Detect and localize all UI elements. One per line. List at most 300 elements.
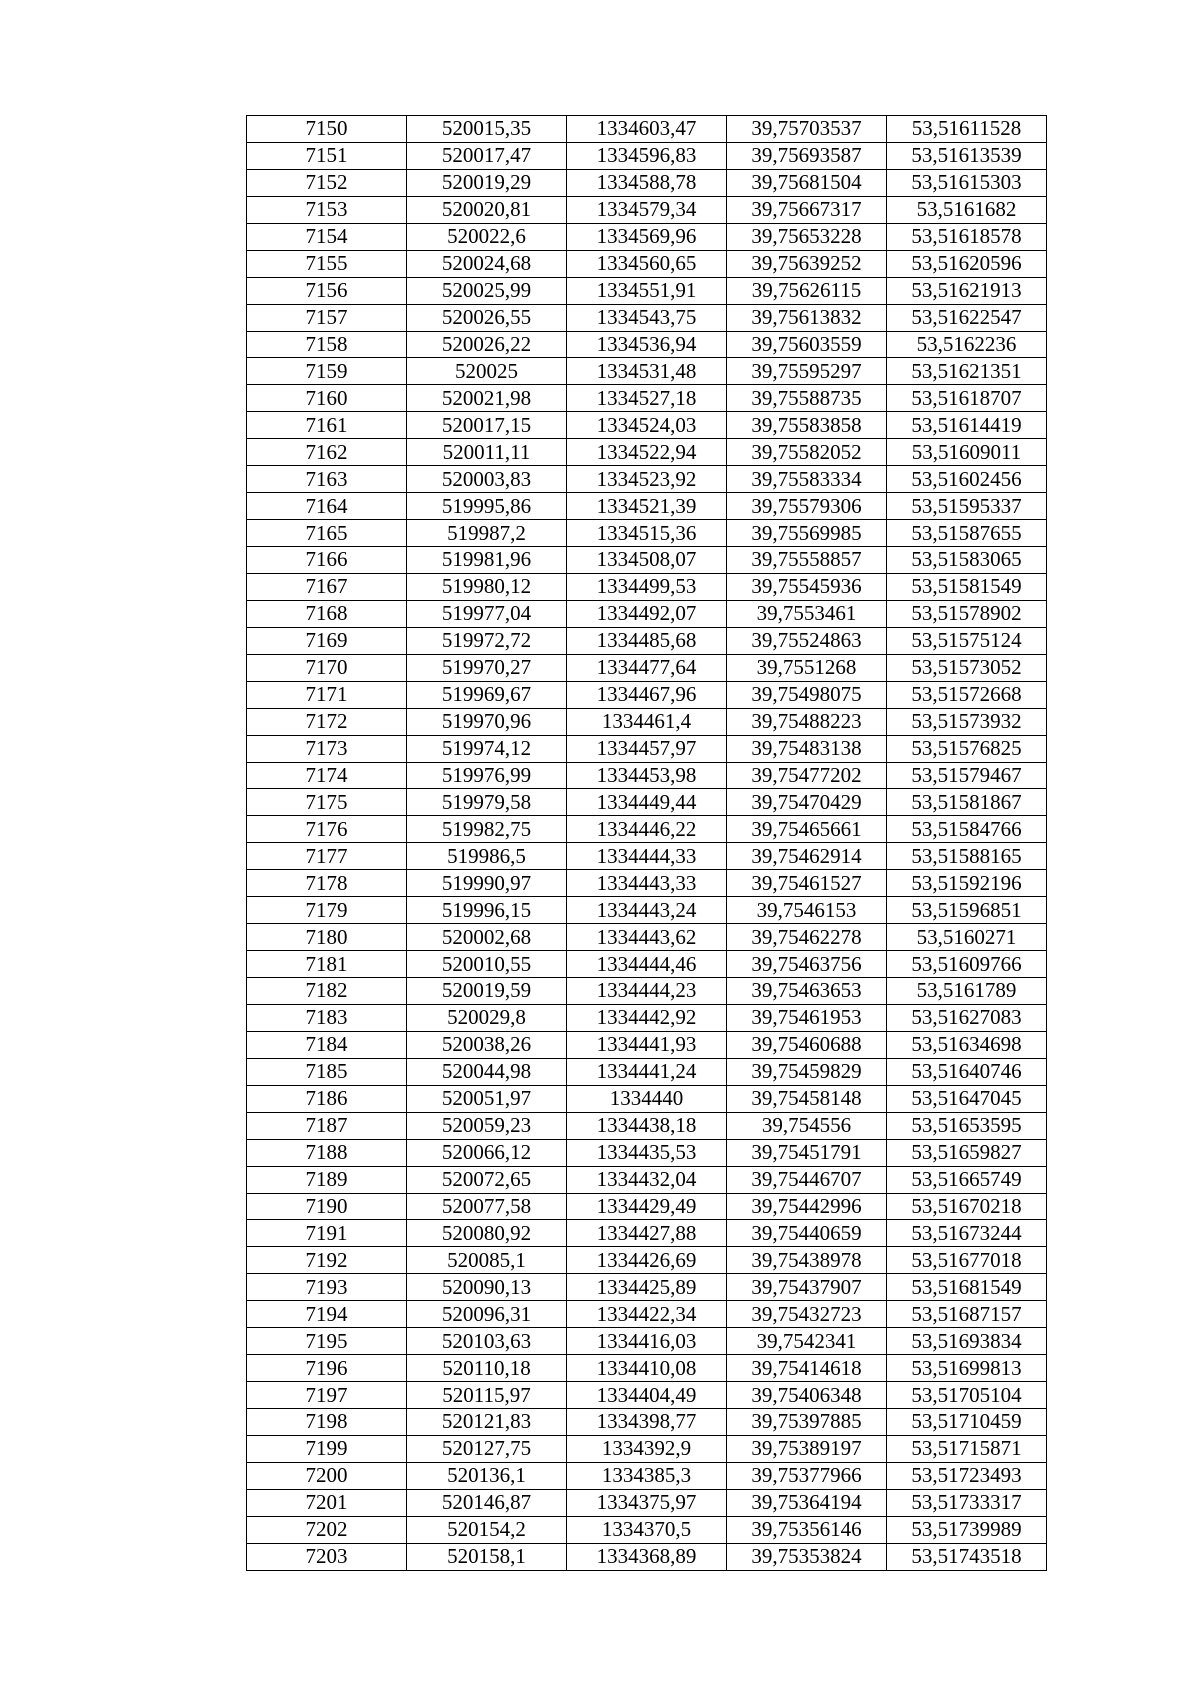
y-coordinate-cell: 1334596,83 — [567, 142, 727, 169]
longitude-cell: 39,75653228 — [727, 223, 887, 250]
y-coordinate-cell: 1334427,88 — [567, 1220, 727, 1247]
point-number-cell: 7161 — [247, 412, 407, 439]
longitude-cell: 39,75569985 — [727, 520, 887, 547]
coordinates-table — [246, 115, 1047, 1571]
point-number-cell: 7157 — [247, 304, 407, 331]
latitude-cell: 53,51613539 — [887, 142, 1047, 169]
y-coordinate-cell: 1334404,49 — [567, 1382, 727, 1409]
longitude-cell: 39,75437907 — [727, 1274, 887, 1301]
point-number-cell: 7171 — [247, 681, 407, 708]
point-number-cell: 7150 — [247, 116, 407, 143]
latitude-cell: 53,5160271 — [887, 924, 1047, 951]
x-coordinate-cell: 520025 — [407, 358, 567, 385]
latitude-cell: 53,51733317 — [887, 1489, 1047, 1516]
x-coordinate-cell: 519987,2 — [407, 520, 567, 547]
x-coordinate-cell: 520003,83 — [407, 466, 567, 493]
longitude-cell: 39,7551268 — [727, 654, 887, 681]
longitude-cell: 39,75498075 — [727, 681, 887, 708]
latitude-cell: 53,5161682 — [887, 196, 1047, 223]
longitude-cell: 39,7553461 — [727, 600, 887, 627]
y-coordinate-cell: 1334444,33 — [567, 843, 727, 870]
latitude-cell: 53,51687157 — [887, 1301, 1047, 1328]
y-coordinate-cell: 1334392,9 — [567, 1435, 727, 1462]
latitude-cell: 53,51620596 — [887, 250, 1047, 277]
y-coordinate-cell: 1334422,34 — [567, 1301, 727, 1328]
longitude-cell: 39,75693587 — [727, 142, 887, 169]
y-coordinate-cell: 1334524,03 — [567, 412, 727, 439]
table-row — [247, 708, 1047, 735]
point-number-cell: 7155 — [247, 250, 407, 277]
x-coordinate-cell: 519976,99 — [407, 762, 567, 789]
point-number-cell: 7178 — [247, 870, 407, 897]
point-number-cell: 7160 — [247, 385, 407, 412]
latitude-cell: 53,51681549 — [887, 1274, 1047, 1301]
point-number-cell: 7200 — [247, 1462, 407, 1489]
longitude-cell: 39,75397885 — [727, 1409, 887, 1436]
y-coordinate-cell: 1334603,47 — [567, 116, 727, 143]
point-number-cell: 7191 — [247, 1220, 407, 1247]
y-coordinate-cell: 1334508,07 — [567, 547, 727, 574]
x-coordinate-cell: 520022,6 — [407, 223, 567, 250]
longitude-cell: 39,75440659 — [727, 1220, 887, 1247]
latitude-cell: 53,51595337 — [887, 493, 1047, 520]
x-coordinate-cell: 520024,68 — [407, 250, 567, 277]
table-row — [247, 439, 1047, 466]
point-number-cell: 7162 — [247, 439, 407, 466]
x-coordinate-cell: 519980,12 — [407, 573, 567, 600]
x-coordinate-cell: 520154,2 — [407, 1516, 567, 1543]
x-coordinate-cell: 520146,87 — [407, 1489, 567, 1516]
longitude-cell: 39,75459829 — [727, 1058, 887, 1085]
table-row — [247, 924, 1047, 951]
x-coordinate-cell: 519969,67 — [407, 681, 567, 708]
latitude-cell: 53,51578902 — [887, 600, 1047, 627]
point-number-cell: 7154 — [247, 223, 407, 250]
point-number-cell: 7199 — [247, 1435, 407, 1462]
point-number-cell: 7151 — [247, 142, 407, 169]
x-coordinate-cell: 519995,86 — [407, 493, 567, 520]
x-coordinate-cell: 519970,96 — [407, 708, 567, 735]
point-number-cell: 7183 — [247, 1004, 407, 1031]
point-number-cell: 7164 — [247, 493, 407, 520]
latitude-cell: 53,51615303 — [887, 169, 1047, 196]
latitude-cell: 53,51588165 — [887, 843, 1047, 870]
longitude-cell: 39,75703537 — [727, 116, 887, 143]
y-coordinate-cell: 1334551,91 — [567, 277, 727, 304]
y-coordinate-cell: 1334385,3 — [567, 1462, 727, 1489]
latitude-cell: 53,51614419 — [887, 412, 1047, 439]
longitude-cell: 39,75483138 — [727, 735, 887, 762]
latitude-cell: 53,51653595 — [887, 1112, 1047, 1139]
point-number-cell: 7172 — [247, 708, 407, 735]
x-coordinate-cell: 520072,65 — [407, 1166, 567, 1193]
table-row — [247, 520, 1047, 547]
y-coordinate-cell: 1334522,94 — [567, 439, 727, 466]
latitude-cell: 53,51621351 — [887, 358, 1047, 385]
x-coordinate-cell: 520021,98 — [407, 385, 567, 412]
point-number-cell: 7169 — [247, 627, 407, 654]
x-coordinate-cell: 520044,98 — [407, 1058, 567, 1085]
longitude-cell: 39,75595297 — [727, 358, 887, 385]
table-row — [247, 304, 1047, 331]
point-number-cell: 7179 — [247, 897, 407, 924]
latitude-cell: 53,51581549 — [887, 573, 1047, 600]
x-coordinate-cell: 520136,1 — [407, 1462, 567, 1489]
latitude-cell: 53,51699813 — [887, 1355, 1047, 1382]
point-number-cell: 7182 — [247, 978, 407, 1005]
x-coordinate-cell: 520020,81 — [407, 196, 567, 223]
y-coordinate-cell: 1334432,04 — [567, 1166, 727, 1193]
y-coordinate-cell: 1334435,53 — [567, 1139, 727, 1166]
x-coordinate-cell: 520010,55 — [407, 951, 567, 978]
table-row — [247, 735, 1047, 762]
y-coordinate-cell: 1334443,33 — [567, 870, 727, 897]
longitude-cell: 39,75583334 — [727, 466, 887, 493]
x-coordinate-cell: 520080,92 — [407, 1220, 567, 1247]
x-coordinate-cell: 520115,97 — [407, 1382, 567, 1409]
latitude-cell: 53,51621913 — [887, 277, 1047, 304]
latitude-cell: 53,51710459 — [887, 1409, 1047, 1436]
x-coordinate-cell: 520002,68 — [407, 924, 567, 951]
x-coordinate-cell: 520015,35 — [407, 116, 567, 143]
table-row — [247, 1139, 1047, 1166]
table-row — [247, 493, 1047, 520]
table-row — [247, 196, 1047, 223]
x-coordinate-cell: 519986,5 — [407, 843, 567, 870]
coordinates-table-body — [247, 116, 1047, 1571]
y-coordinate-cell: 1334444,23 — [567, 978, 727, 1005]
latitude-cell: 53,51592196 — [887, 870, 1047, 897]
longitude-cell: 39,75461953 — [727, 1004, 887, 1031]
table-row — [247, 1112, 1047, 1139]
x-coordinate-cell: 520158,1 — [407, 1543, 567, 1570]
table-row — [247, 169, 1047, 196]
table-row — [247, 1004, 1047, 1031]
y-coordinate-cell: 1334453,98 — [567, 762, 727, 789]
table-row — [247, 1247, 1047, 1274]
latitude-cell: 53,51576825 — [887, 735, 1047, 762]
y-coordinate-cell: 1334521,39 — [567, 493, 727, 520]
x-coordinate-cell: 520038,26 — [407, 1031, 567, 1058]
x-coordinate-cell: 519970,27 — [407, 654, 567, 681]
table-row — [247, 1382, 1047, 1409]
latitude-cell: 53,51609766 — [887, 951, 1047, 978]
table-row — [247, 1058, 1047, 1085]
table-row — [247, 331, 1047, 358]
point-number-cell: 7201 — [247, 1489, 407, 1516]
table-row — [247, 277, 1047, 304]
longitude-cell: 39,75389197 — [727, 1435, 887, 1462]
table-row — [247, 1085, 1047, 1112]
y-coordinate-cell: 1334410,08 — [567, 1355, 727, 1382]
table-row — [247, 1435, 1047, 1462]
y-coordinate-cell: 1334443,62 — [567, 924, 727, 951]
latitude-cell: 53,51647045 — [887, 1085, 1047, 1112]
latitude-cell: 53,51739989 — [887, 1516, 1047, 1543]
point-number-cell: 7168 — [247, 600, 407, 627]
point-number-cell: 7186 — [247, 1085, 407, 1112]
point-number-cell: 7196 — [247, 1355, 407, 1382]
table-row — [247, 789, 1047, 816]
y-coordinate-cell: 1334444,46 — [567, 951, 727, 978]
y-coordinate-cell: 1334441,93 — [567, 1031, 727, 1058]
latitude-cell: 53,5162236 — [887, 331, 1047, 358]
longitude-cell: 39,75377966 — [727, 1462, 887, 1489]
x-coordinate-cell: 519977,04 — [407, 600, 567, 627]
table-row — [247, 1301, 1047, 1328]
point-number-cell: 7175 — [247, 789, 407, 816]
x-coordinate-cell: 520029,8 — [407, 1004, 567, 1031]
x-coordinate-cell: 520026,55 — [407, 304, 567, 331]
y-coordinate-cell: 1334449,44 — [567, 789, 727, 816]
y-coordinate-cell: 1334426,69 — [567, 1247, 727, 1274]
x-coordinate-cell: 520011,11 — [407, 439, 567, 466]
longitude-cell: 39,75639252 — [727, 250, 887, 277]
table-row — [247, 1355, 1047, 1382]
longitude-cell: 39,75458148 — [727, 1085, 887, 1112]
y-coordinate-cell: 1334492,07 — [567, 600, 727, 627]
longitude-cell: 39,75613832 — [727, 304, 887, 331]
y-coordinate-cell: 1334440 — [567, 1085, 727, 1112]
longitude-cell: 39,75588735 — [727, 385, 887, 412]
y-coordinate-cell: 1334536,94 — [567, 331, 727, 358]
point-number-cell: 7166 — [247, 547, 407, 574]
x-coordinate-cell: 520127,75 — [407, 1435, 567, 1462]
table-row — [247, 1462, 1047, 1489]
x-coordinate-cell: 519996,15 — [407, 897, 567, 924]
table-row — [247, 1274, 1047, 1301]
y-coordinate-cell: 1334543,75 — [567, 304, 727, 331]
latitude-cell: 53,51611528 — [887, 116, 1047, 143]
latitude-cell: 53,51673244 — [887, 1220, 1047, 1247]
y-coordinate-cell: 1334438,18 — [567, 1112, 727, 1139]
x-coordinate-cell: 519974,12 — [407, 735, 567, 762]
y-coordinate-cell: 1334477,64 — [567, 654, 727, 681]
latitude-cell: 53,51627083 — [887, 1004, 1047, 1031]
longitude-cell: 39,75524863 — [727, 627, 887, 654]
point-number-cell: 7156 — [247, 277, 407, 304]
y-coordinate-cell: 1334531,48 — [567, 358, 727, 385]
latitude-cell: 53,51670218 — [887, 1193, 1047, 1220]
point-number-cell: 7158 — [247, 331, 407, 358]
y-coordinate-cell: 1334441,24 — [567, 1058, 727, 1085]
x-coordinate-cell: 520017,15 — [407, 412, 567, 439]
y-coordinate-cell: 1334375,97 — [567, 1489, 727, 1516]
latitude-cell: 53,51693834 — [887, 1328, 1047, 1355]
longitude-cell: 39,75442996 — [727, 1193, 887, 1220]
x-coordinate-cell: 519981,96 — [407, 547, 567, 574]
latitude-cell: 53,51640746 — [887, 1058, 1047, 1085]
x-coordinate-cell: 520077,58 — [407, 1193, 567, 1220]
latitude-cell: 53,51573932 — [887, 708, 1047, 735]
latitude-cell: 53,51581867 — [887, 789, 1047, 816]
x-coordinate-cell: 519972,72 — [407, 627, 567, 654]
latitude-cell: 53,51602456 — [887, 466, 1047, 493]
point-number-cell: 7187 — [247, 1112, 407, 1139]
table-row — [247, 1543, 1047, 1570]
x-coordinate-cell: 519979,58 — [407, 789, 567, 816]
table-row — [247, 600, 1047, 627]
point-number-cell: 7167 — [247, 573, 407, 600]
x-coordinate-cell: 520110,18 — [407, 1355, 567, 1382]
x-coordinate-cell: 520025,99 — [407, 277, 567, 304]
y-coordinate-cell: 1334527,18 — [567, 385, 727, 412]
table-row — [247, 816, 1047, 843]
y-coordinate-cell: 1334515,36 — [567, 520, 727, 547]
y-coordinate-cell: 1334416,03 — [567, 1328, 727, 1355]
latitude-cell: 53,51573052 — [887, 654, 1047, 681]
table-row — [247, 843, 1047, 870]
longitude-cell: 39,75461527 — [727, 870, 887, 897]
x-coordinate-cell: 520051,97 — [407, 1085, 567, 1112]
table-row — [247, 1328, 1047, 1355]
longitude-cell: 39,75432723 — [727, 1301, 887, 1328]
latitude-cell: 53,51618707 — [887, 385, 1047, 412]
longitude-cell: 39,75462278 — [727, 924, 887, 951]
longitude-cell: 39,75667317 — [727, 196, 887, 223]
y-coordinate-cell: 1334569,96 — [567, 223, 727, 250]
table-row — [247, 223, 1047, 250]
point-number-cell: 7152 — [247, 169, 407, 196]
point-number-cell: 7185 — [247, 1058, 407, 1085]
point-number-cell: 7173 — [247, 735, 407, 762]
y-coordinate-cell: 1334446,22 — [567, 816, 727, 843]
longitude-cell: 39,75681504 — [727, 169, 887, 196]
point-number-cell: 7153 — [247, 196, 407, 223]
latitude-cell: 53,51705104 — [887, 1382, 1047, 1409]
y-coordinate-cell: 1334429,49 — [567, 1193, 727, 1220]
table-row — [247, 654, 1047, 681]
longitude-cell: 39,75583858 — [727, 412, 887, 439]
point-number-cell: 7180 — [247, 924, 407, 951]
longitude-cell: 39,7542341 — [727, 1328, 887, 1355]
point-number-cell: 7203 — [247, 1543, 407, 1570]
longitude-cell: 39,75488223 — [727, 708, 887, 735]
x-coordinate-cell: 520103,63 — [407, 1328, 567, 1355]
latitude-cell: 53,51584766 — [887, 816, 1047, 843]
point-number-cell: 7193 — [247, 1274, 407, 1301]
longitude-cell: 39,75477202 — [727, 762, 887, 789]
y-coordinate-cell: 1334442,92 — [567, 1004, 727, 1031]
latitude-cell: 53,51583065 — [887, 547, 1047, 574]
point-number-cell: 7177 — [247, 843, 407, 870]
point-number-cell: 7188 — [247, 1139, 407, 1166]
latitude-cell: 53,51665749 — [887, 1166, 1047, 1193]
x-coordinate-cell: 520090,13 — [407, 1274, 567, 1301]
y-coordinate-cell: 1334370,5 — [567, 1516, 727, 1543]
latitude-cell: 53,51622547 — [887, 304, 1047, 331]
x-coordinate-cell: 520059,23 — [407, 1112, 567, 1139]
table-row — [247, 1516, 1047, 1543]
y-coordinate-cell: 1334368,89 — [567, 1543, 727, 1570]
table-row — [247, 1220, 1047, 1247]
point-number-cell: 7197 — [247, 1382, 407, 1409]
latitude-cell: 53,51634698 — [887, 1031, 1047, 1058]
x-coordinate-cell: 519990,97 — [407, 870, 567, 897]
table-row — [247, 142, 1047, 169]
longitude-cell: 39,75451791 — [727, 1139, 887, 1166]
table-row — [247, 1031, 1047, 1058]
point-number-cell: 7192 — [247, 1247, 407, 1274]
table-row — [247, 1489, 1047, 1516]
longitude-cell: 39,75558857 — [727, 547, 887, 574]
table-row — [247, 870, 1047, 897]
longitude-cell: 39,75463756 — [727, 951, 887, 978]
point-number-cell: 7198 — [247, 1409, 407, 1436]
longitude-cell: 39,75582052 — [727, 439, 887, 466]
table-row — [247, 762, 1047, 789]
point-number-cell: 7202 — [247, 1516, 407, 1543]
longitude-cell: 39,75438978 — [727, 1247, 887, 1274]
point-number-cell: 7165 — [247, 520, 407, 547]
x-coordinate-cell: 520026,22 — [407, 331, 567, 358]
point-number-cell: 7170 — [247, 654, 407, 681]
y-coordinate-cell: 1334588,78 — [567, 169, 727, 196]
point-number-cell: 7159 — [247, 358, 407, 385]
y-coordinate-cell: 1334457,97 — [567, 735, 727, 762]
table-row — [247, 412, 1047, 439]
y-coordinate-cell: 1334425,89 — [567, 1274, 727, 1301]
longitude-cell: 39,75470429 — [727, 789, 887, 816]
table-row — [247, 951, 1047, 978]
table-row — [247, 547, 1047, 574]
table-row — [247, 681, 1047, 708]
latitude-cell: 53,51659827 — [887, 1139, 1047, 1166]
point-number-cell: 7174 — [247, 762, 407, 789]
latitude-cell: 53,51618578 — [887, 223, 1047, 250]
latitude-cell: 53,51575124 — [887, 627, 1047, 654]
table-row — [247, 385, 1047, 412]
x-coordinate-cell: 520066,12 — [407, 1139, 567, 1166]
x-coordinate-cell: 519982,75 — [407, 816, 567, 843]
y-coordinate-cell: 1334499,53 — [567, 573, 727, 600]
x-coordinate-cell: 520019,29 — [407, 169, 567, 196]
latitude-cell: 53,51715871 — [887, 1435, 1047, 1462]
longitude-cell: 39,75364194 — [727, 1489, 887, 1516]
x-coordinate-cell: 520019,59 — [407, 978, 567, 1005]
point-number-cell: 7190 — [247, 1193, 407, 1220]
point-number-cell: 7195 — [247, 1328, 407, 1355]
table-row — [247, 627, 1047, 654]
latitude-cell: 53,51596851 — [887, 897, 1047, 924]
y-coordinate-cell: 1334579,34 — [567, 196, 727, 223]
table-row — [247, 1166, 1047, 1193]
y-coordinate-cell: 1334467,96 — [567, 681, 727, 708]
table-row — [247, 250, 1047, 277]
point-number-cell: 7176 — [247, 816, 407, 843]
y-coordinate-cell: 1334485,68 — [567, 627, 727, 654]
table-row — [247, 573, 1047, 600]
x-coordinate-cell: 520017,47 — [407, 142, 567, 169]
x-coordinate-cell: 520096,31 — [407, 1301, 567, 1328]
longitude-cell: 39,75545936 — [727, 573, 887, 600]
longitude-cell: 39,75356146 — [727, 1516, 887, 1543]
longitude-cell: 39,75626115 — [727, 277, 887, 304]
table-row — [247, 897, 1047, 924]
latitude-cell: 53,51723493 — [887, 1462, 1047, 1489]
table-row — [247, 358, 1047, 385]
longitude-cell: 39,75353824 — [727, 1543, 887, 1570]
y-coordinate-cell: 1334398,77 — [567, 1409, 727, 1436]
longitude-cell: 39,75406348 — [727, 1382, 887, 1409]
longitude-cell: 39,75460688 — [727, 1031, 887, 1058]
longitude-cell: 39,75603559 — [727, 331, 887, 358]
latitude-cell: 53,51743518 — [887, 1543, 1047, 1570]
longitude-cell: 39,7546153 — [727, 897, 887, 924]
longitude-cell: 39,75462914 — [727, 843, 887, 870]
table-row — [247, 978, 1047, 1005]
y-coordinate-cell: 1334523,92 — [567, 466, 727, 493]
